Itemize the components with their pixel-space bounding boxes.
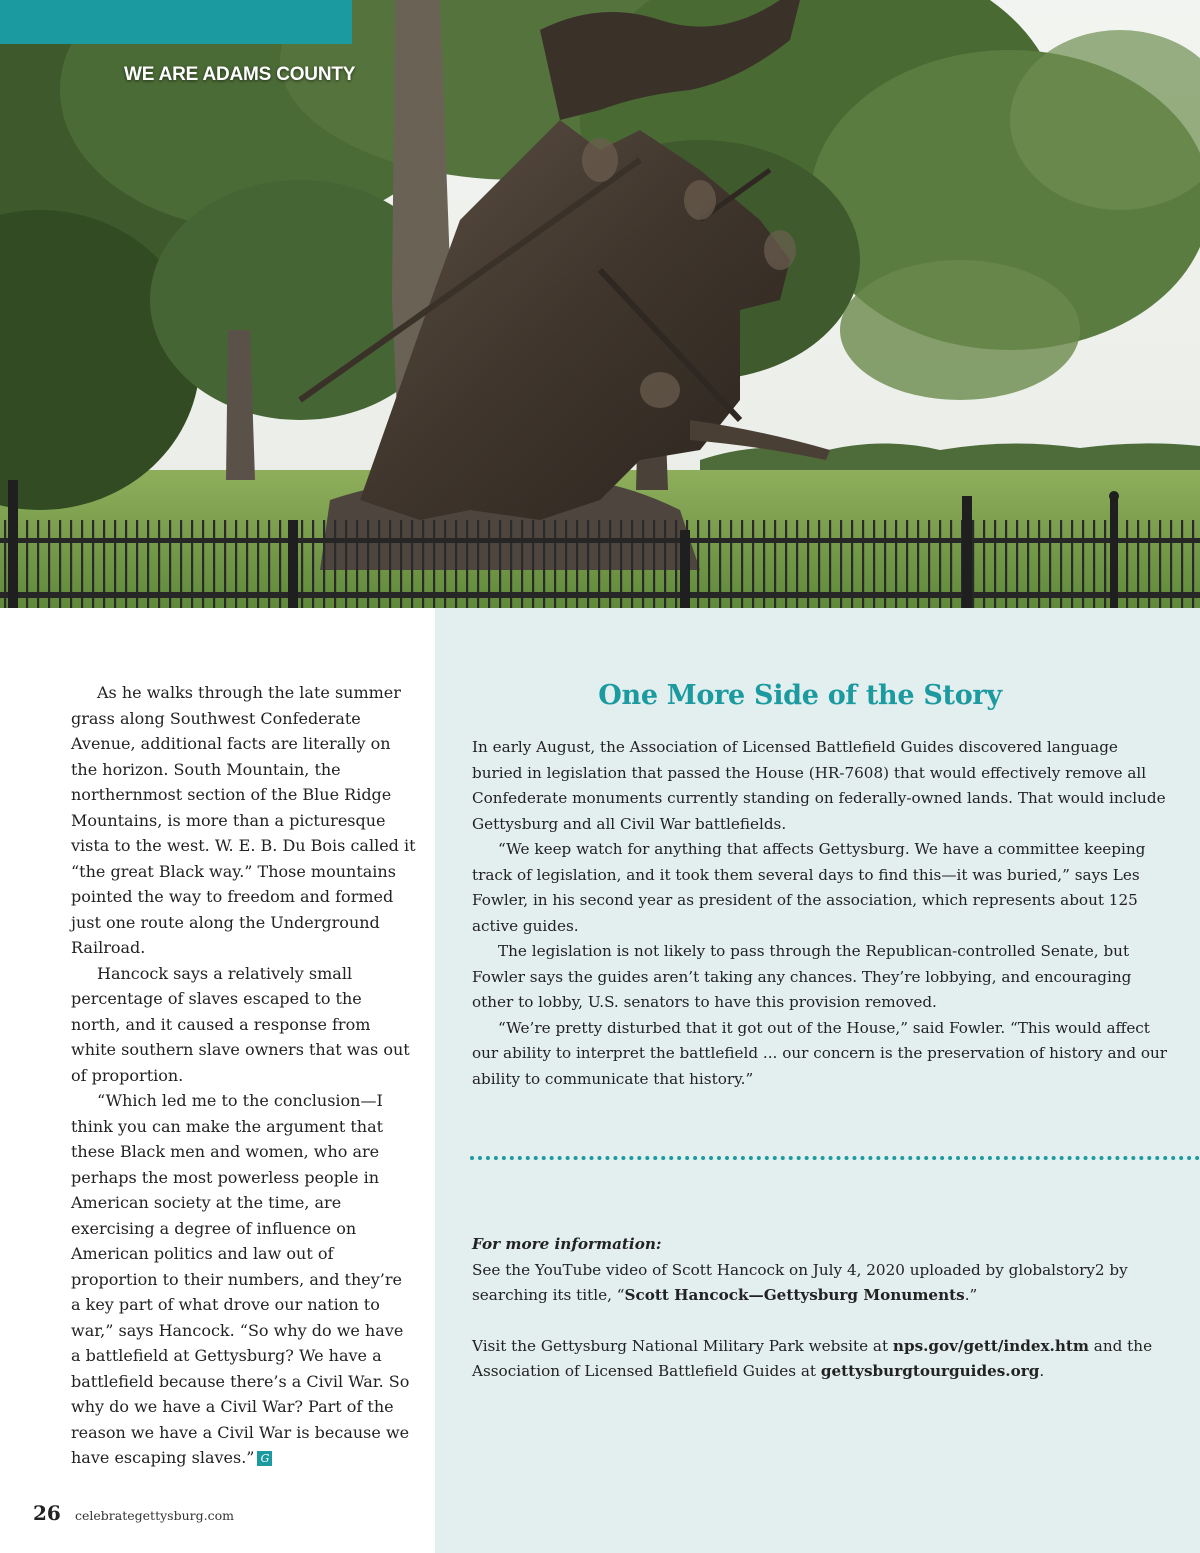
section-label: WE ARE ADAMS COUNTY <box>124 64 356 85</box>
article-paragraph <box>71 1088 416 1471</box>
guides-website-link[interactable]: gettysburgtourguides.org <box>820 1362 1040 1380</box>
video-reference <box>472 1258 1172 1309</box>
bronze-soldier-monument-photo <box>0 0 1200 608</box>
page-number: 26 <box>33 1501 61 1525</box>
sidebar-paragraph: The legislation is not likely to pass through the Republican-controlled Senate, but Fowler says the guides aren’t taking any chances. They’re lobbying, and encouraging other to lobby, U.S. senators to have this provision removed. <box>472 942 1132 1011</box>
sidebar-paragraph: “We keep watch for anything that affects Gettysburg. We have a committee keeping track of legislation, and it took them several days to find this—it was buried,” says Les Fowler, in his second year as president of the association, which represents about 125 active guides. <box>472 840 1146 935</box>
article-column <box>71 680 416 1471</box>
sidebar-paragraph: “We’re pretty disturbed that it got out of the House,” said Fowler. “This would affect our ability to interpret the battlefield ... our concern is the preservation of history and our ability to communicate that history.” <box>472 1018 1168 1088</box>
footer-site-url: celebrategettysburg.com <box>75 1508 234 1523</box>
end-mark-icon: G <box>257 1451 272 1466</box>
sidebar-box <box>435 608 1200 1553</box>
video-text: See the YouTube video of Scott Hancock on July 4, 2020 uploaded by globalstory2 by searching its title, “ <box>472 1260 1128 1304</box>
sidebar-paragraph: In early August, the Association of Licensed Battlefield Guides discovered language buried in legislation that passed the House (HR-7608) that would effectively remove all Confederate monuments currently standing on federally-owned lands. That would include Gettysburg and all Civil War battlefields. <box>472 738 1166 833</box>
article-paragraph: Hancock says a relatively small percentage of slaves escaped to the north, and it caused a response from white southern slave owners that was out of proportion. <box>71 963 410 1085</box>
website-reference <box>472 1334 1172 1385</box>
more-info-block <box>472 1232 1172 1385</box>
video-title: Scott Hancock—Gettysburg Monuments <box>624 1286 965 1304</box>
section-tab <box>0 0 352 44</box>
article-paragraph-text: “Which led me to the conclusion—I think you can make the argument that these Black men and women, who are perhaps the most powerless people in American society at the time, are exercising a degree of influence on American politics and law out of proportion to their numbers, and they’re a key part of what drove our nation to war,” says Hancock. “So why do we have a battlefield at Gettysburg? We have a battlefield because there’s a Civil War. So why do we have a Civil War? Part of the reason we have a Civil War is because we have escaping slaves.” <box>71 1091 410 1467</box>
visit-text-end: . <box>1039 1362 1045 1380</box>
video-text-end: .” <box>964 1286 978 1304</box>
article-paragraph: As he walks through the late summer grass along Southwest Confederate Avenue, additional facts are literally on the horizon. South Mountain, the northernmost section of the Blue Ridge Mountains, is more than a picturesque vista to the west. W. E. B. Du Bois called it “the great Black way.” Those mountains pointed the way to freedom and formed just one route along the Underground Railroad. <box>71 683 416 957</box>
dotted-divider <box>470 1156 1200 1160</box>
hero-photo <box>0 0 1200 608</box>
spacer <box>472 1309 1172 1334</box>
sidebar-body <box>472 735 1172 1092</box>
visit-text: Visit the Gettysburg National Military Park website at <box>472 1336 893 1355</box>
visit-text-middle: and the Association of Licensed Battlefield Guides at <box>472 1336 1153 1380</box>
sidebar-title: One More Side of the Story <box>598 680 1002 711</box>
more-info-heading: For more information: <box>472 1235 662 1253</box>
park-website-link[interactable]: nps.gov/gett/index.htm <box>892 1336 1089 1355</box>
